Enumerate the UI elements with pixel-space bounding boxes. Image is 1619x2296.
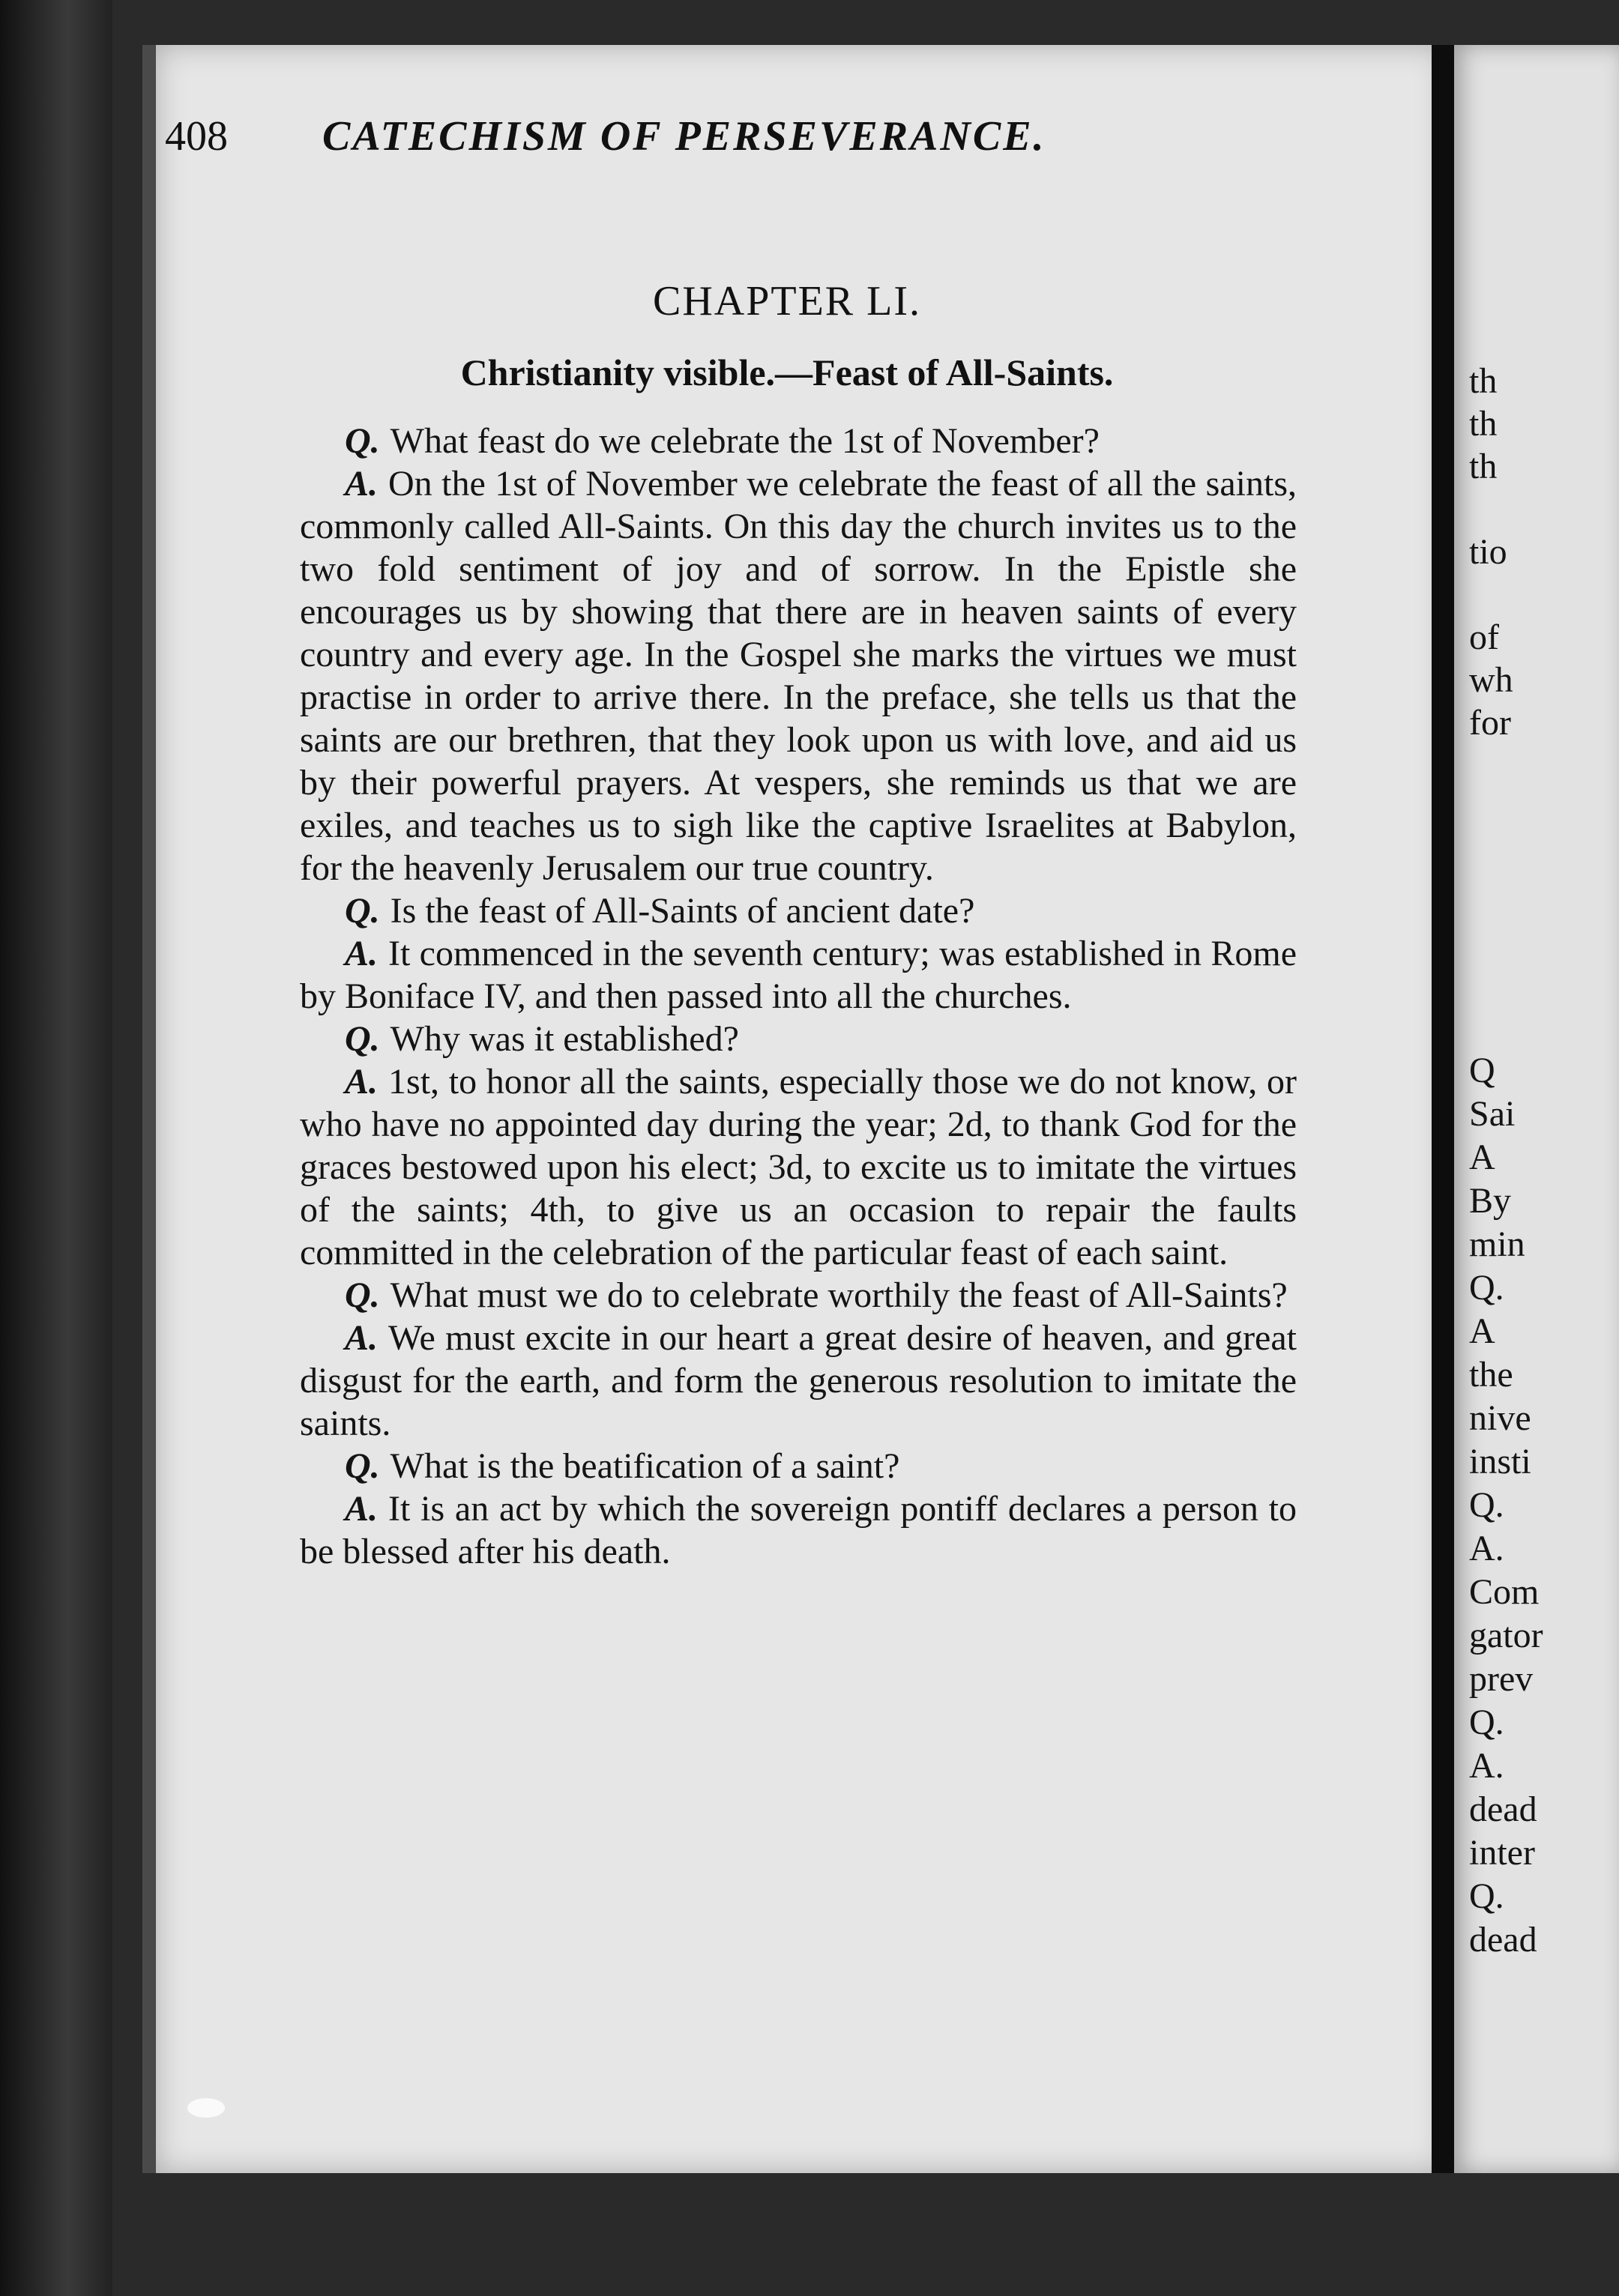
right-page-fragments-bottom: Q Sai A By min Q. A the nive insti Q. A. Com gator prev Q. A. dead inter Q. dead — [1469, 1051, 1543, 1960]
paragraph-text: What is the beatification of a saint? — [390, 1446, 900, 1486]
paragraph-text: Is the feast of All-Saints of ancient date? — [390, 891, 975, 931]
paragraph — [300, 1060, 1297, 1274]
paragraph-text: It commenced in the seventh century; was established in Rome by Boniface IV, and then passed into all the churches. — [300, 934, 1297, 1016]
page-number: 408 — [165, 113, 228, 160]
answer-label: A. — [345, 934, 379, 973]
paragraph — [300, 420, 1297, 462]
answer-label: A. — [345, 464, 379, 504]
page-header — [165, 112, 1229, 172]
running-title: CATECHISM OF PERSEVERANCE. — [322, 113, 1046, 160]
paragraph — [300, 1317, 1297, 1445]
chapter-heading: CHAPTER LI. — [653, 278, 921, 324]
question-label: Q. — [345, 1019, 380, 1059]
right-page-edge — [1454, 45, 1619, 2173]
paragraph-text: On the 1st of November we celebrate the feast of all the saints, commonly called All-Saints. On this day the church invites us to the two fold sentiment of joy and of sorrow. In the Epistle she encourages us by showing that there are in heaven saints of every country and every age. In the Gospel she marks the virtues we must practise in order to arrive there. In the preface, she tells us that the saints are our brethren, that they look upon us with love, and aid us by their powerful prayers. At vespers, she reminds us that we are exiles, and teaches us to sigh like the captive Israelites at Babylon, for the heavenly Jerusalem our true country. — [300, 464, 1297, 888]
paragraph-text: What feast do we celebrate the 1st of November? — [390, 421, 1100, 461]
catechism-text — [300, 420, 1297, 1573]
paragraph — [300, 1018, 1297, 1060]
paragraph-text: Why was it established? — [390, 1019, 739, 1059]
page-gutter — [1432, 45, 1454, 2173]
paper-smudge — [187, 2098, 225, 2118]
book-spine — [0, 0, 112, 2296]
paragraph — [300, 932, 1297, 1018]
question-label: Q. — [345, 421, 380, 461]
paragraph-text: It is an act by which the sovereign pontiff declares a person to be blessed after his death. — [300, 1489, 1297, 1571]
paragraph-text: 1st, to honor all the saints, especially those we do not know, or who have no appointed day during the year; 2d, to thank God for the graces bestowed upon his elect; 3d, to excite us to imitate the virtues of the saints; 4th, to give us an occasion to repair the faults committed in the celebration of the particular feast of each saint. — [300, 1062, 1297, 1272]
answer-label: A. — [345, 1489, 379, 1529]
paragraph — [300, 889, 1297, 932]
answer-label: A. — [345, 1318, 379, 1358]
answer-label: A. — [345, 1062, 379, 1102]
question-label: Q. — [345, 1446, 380, 1486]
paragraph-text: We must excite in our heart a great desire of heaven, and great disgust for the earth, and form the generous resolution to imitate the saints. — [300, 1318, 1297, 1443]
paragraph-text: What must we do to celebrate worthily the feast of All-Saints? — [390, 1275, 1288, 1315]
question-label: Q. — [345, 891, 380, 931]
paragraph — [300, 1487, 1297, 1573]
right-page-fragments-top: th th th tio of wh for — [1469, 361, 1513, 743]
question-label: Q. — [345, 1275, 380, 1315]
paragraph — [300, 1274, 1297, 1317]
chapter-subtitle: Christianity visible.—Feast of All-Saints. — [460, 351, 1114, 393]
paragraph — [300, 1445, 1297, 1487]
paragraph — [300, 462, 1297, 889]
